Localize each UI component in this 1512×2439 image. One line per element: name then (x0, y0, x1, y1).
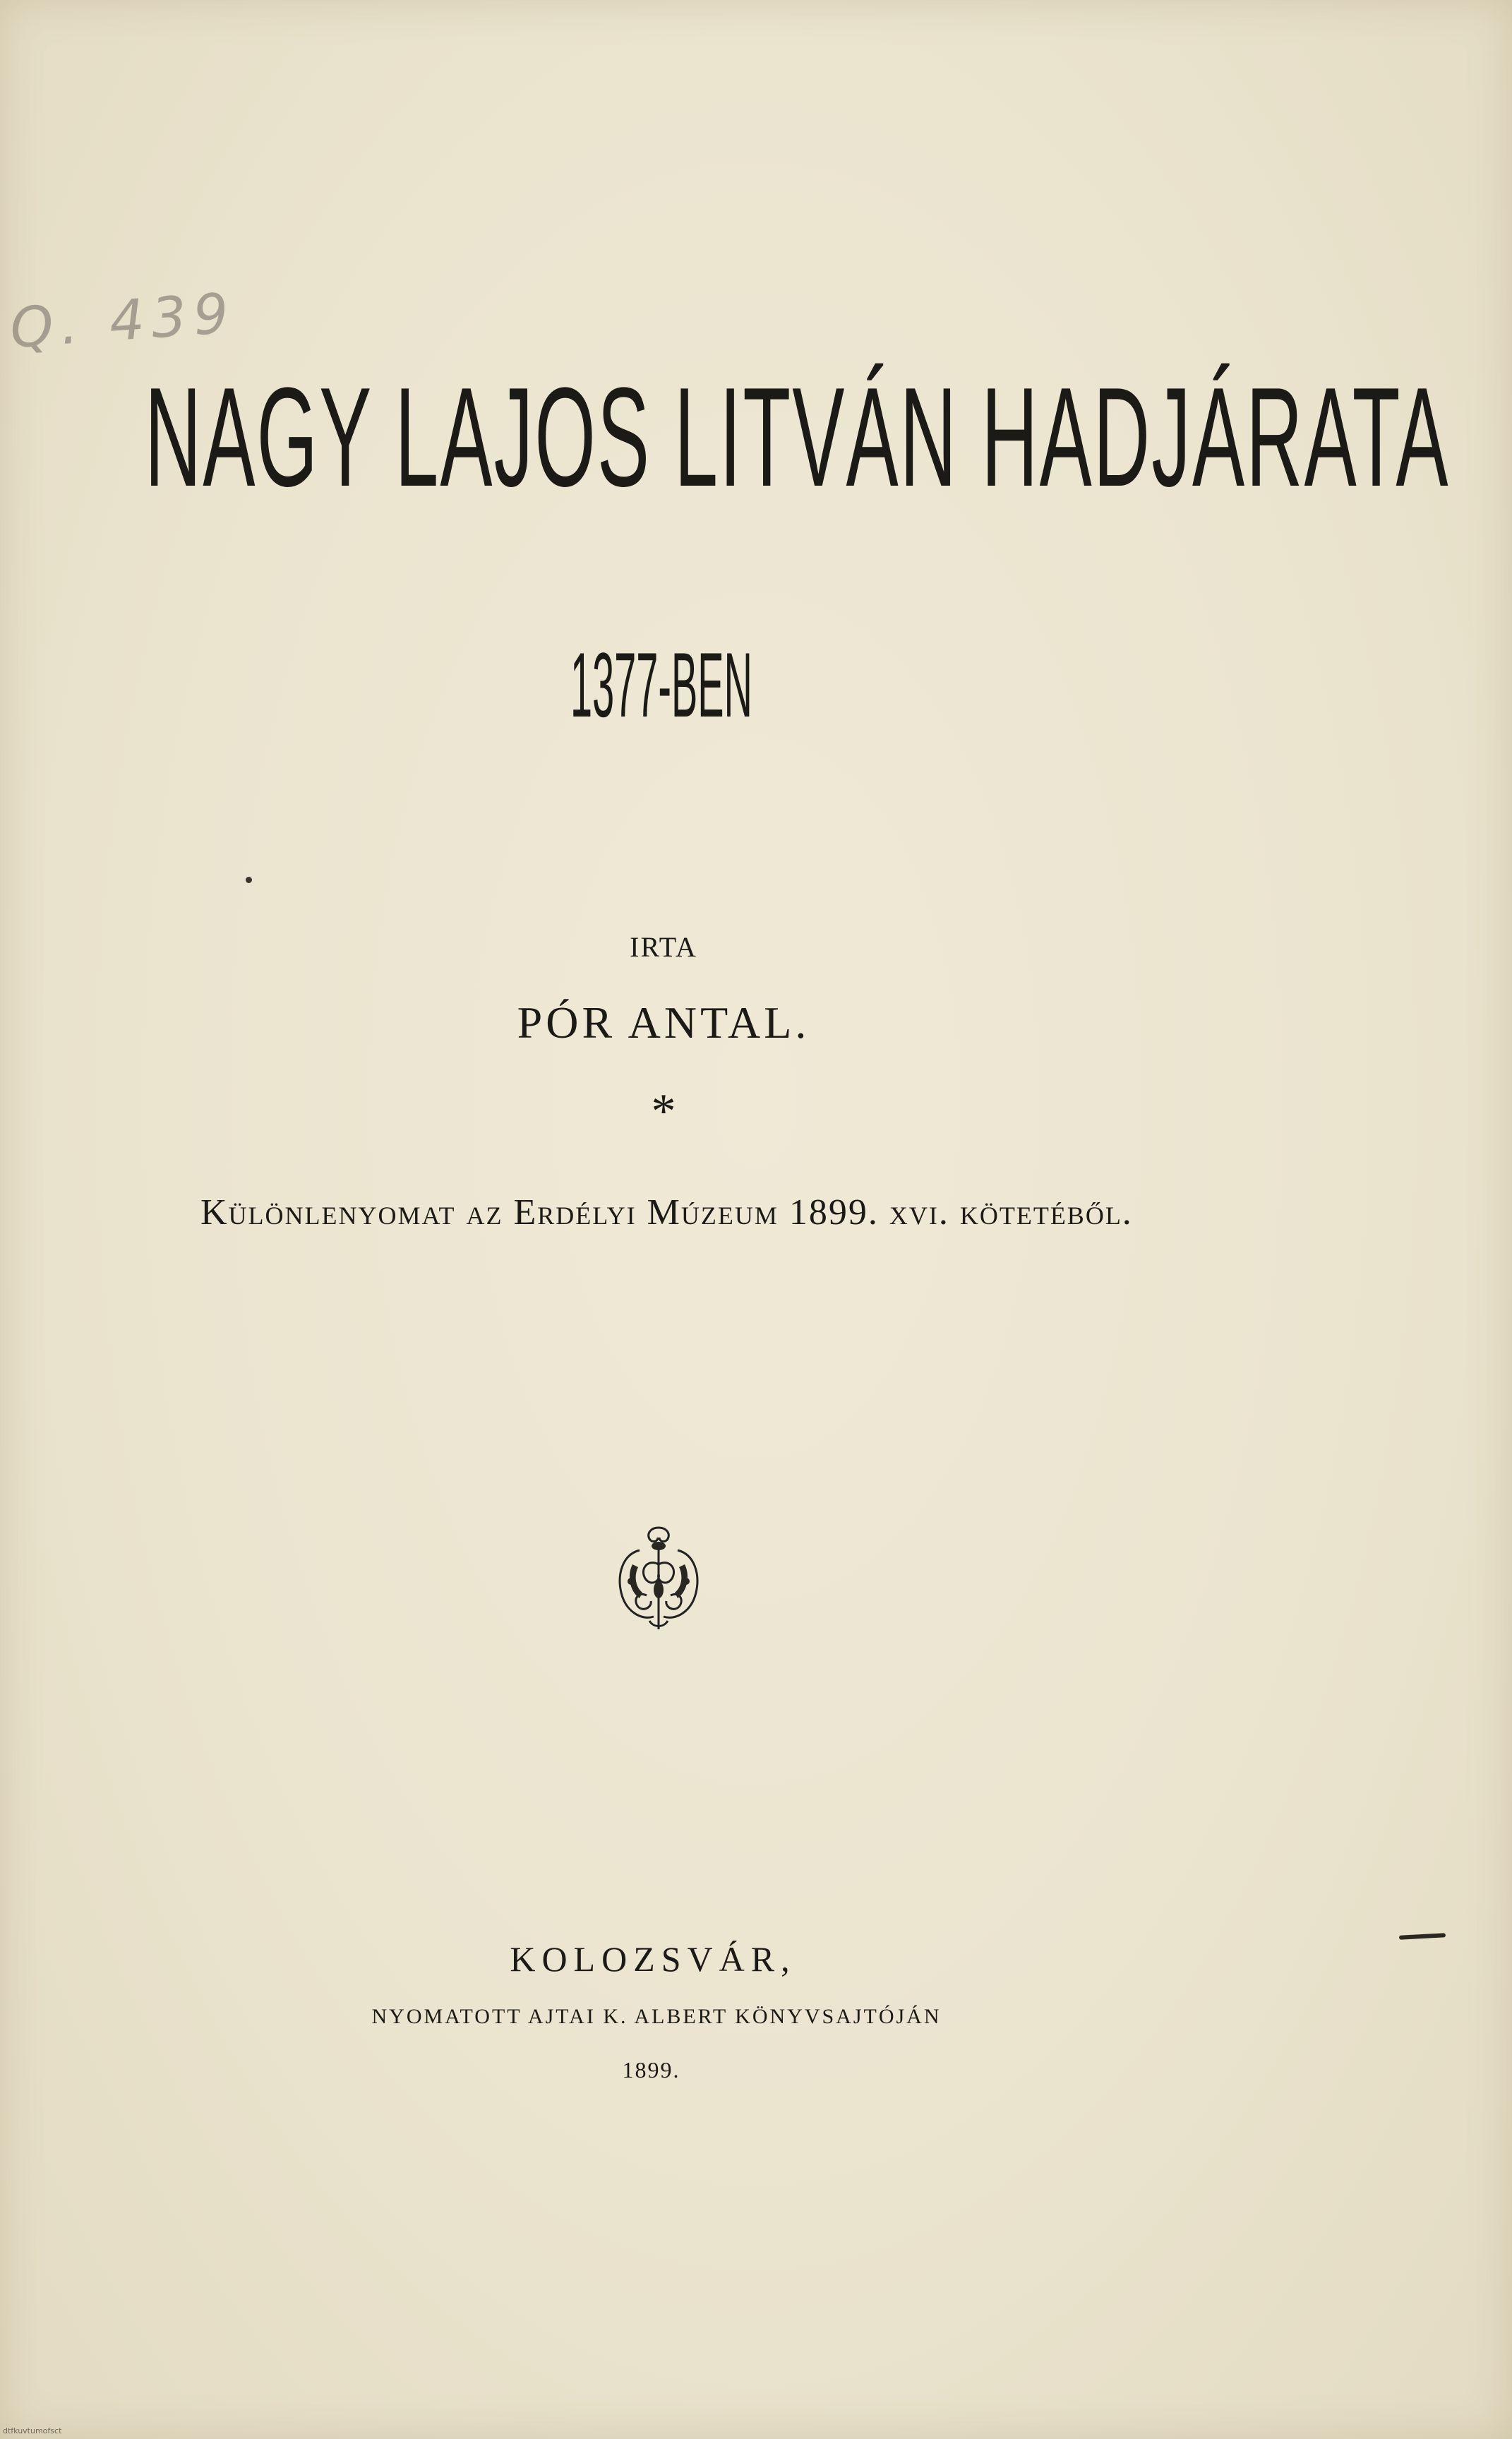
handwritten-shelfmark: Q. 439 (8, 281, 238, 361)
pencil-mark (1399, 1933, 1446, 1939)
offprint-note: Különlenyomat az Erdélyi Múzeum 1899. xvi. kötetéből. (200, 1192, 1133, 1233)
title-block (145, 359, 1450, 516)
imprint-printer: NYOMATOTT AJTAI K. ALBERT KÖNYVSAJTÓJÁN (371, 2005, 942, 2028)
imprint-place: KOLOZSVÁR, (510, 1939, 796, 1979)
ink-dot (246, 877, 252, 883)
page-subtitle: 1377-BEN (570, 633, 752, 736)
page-title: NAGY LAJOS LITVÁN HADJÁRATA (145, 359, 1450, 516)
floral-vignette-icon (611, 1522, 706, 1635)
byline-label: IRTA (630, 931, 697, 963)
asterisk-separator: * (651, 1084, 676, 1139)
digitization-stamp: dtfkuvtumofsct (3, 2426, 62, 2435)
subtitle-block (570, 633, 754, 736)
imprint-year: 1899. (622, 2057, 680, 2083)
author-name: PÓR ANTAL. (517, 997, 810, 1048)
